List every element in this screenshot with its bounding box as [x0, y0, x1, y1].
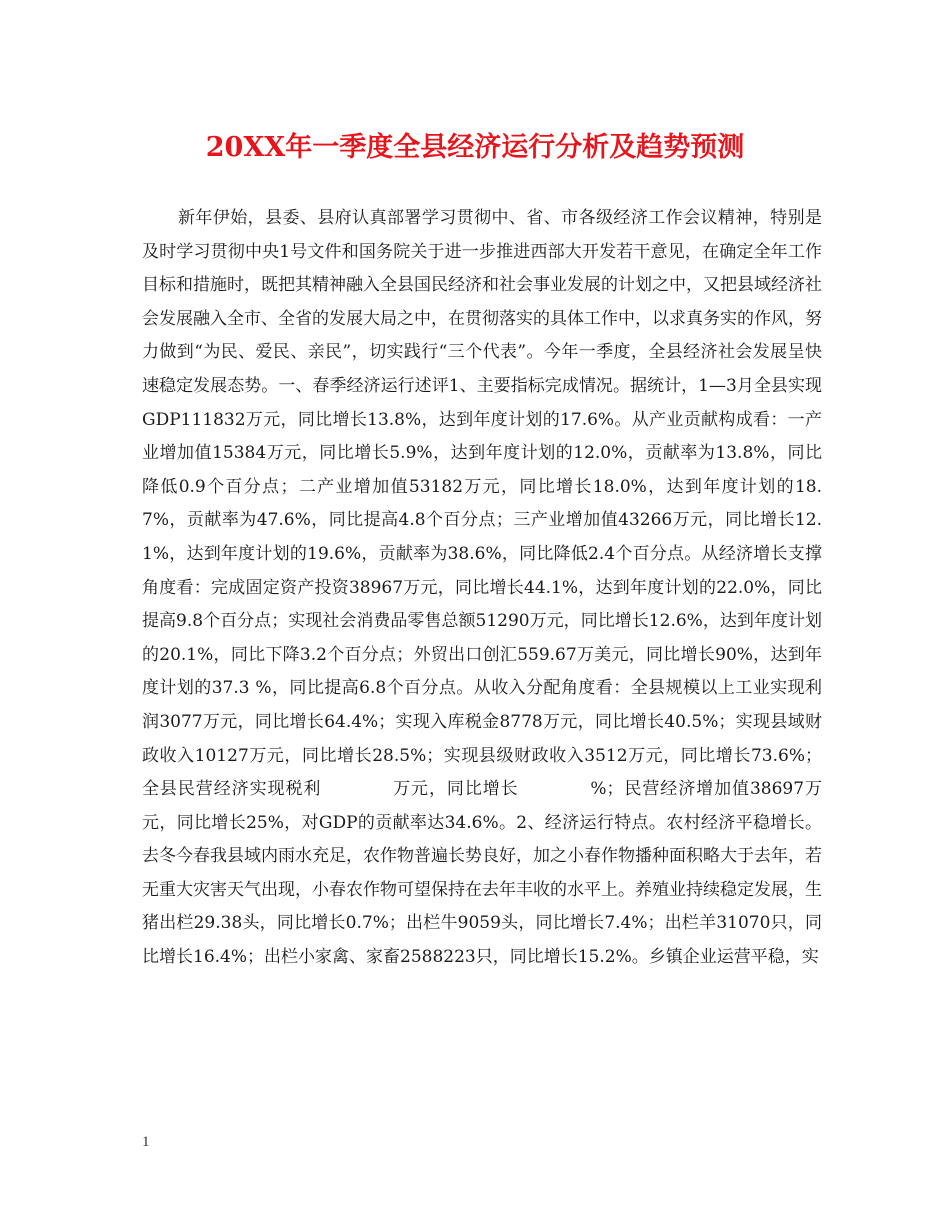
body-paragraph: 新年伊始，县委、县府认真部署学习贯彻中、省、市各级经济工作会议精神，特别是及时学习贯彻中央1号文件和国务院关于进一步推进西部大开发若干意见，在确定全年工作目标和措施时，既把其精神融入全县国民经济和社会事业发展的计划之中，又把县域经济社会发展融入全市、全省的发展大局之中，在贯彻落实的具体工作中，以求真务实的作风，努力做到“为民、爱民、亲民”，切实践行“三个代表”。今年一季度，全县经济社会发展呈快速稳定发展态势。一、春季经济运行述评1、主要指标完成情况。据统计，1—3月全县实现GDP111832万元，同比增长13.8%，达到年度计划的17.6%。从产业贡献构成看：一产业增加值15384万元，同比增长5.9%，达到年度计划的12.0%，贡献率为13.8%，同比降低0.9个百分点；二产业增加值53182万元，同比增长18.0%，达到年度计划的18.7%，贡献率为47.6%，同比提高4.8个百分点；三产业增加值43266万元，同比增长12.1%，达到年度计划的19.6%，贡献率为38.6%，同比降低2.4个百分点。从经济增长支撑角度看：完成固定资产投资38967万元，同比增长44.1%，达到年度计划的22.0%，同比提高9.8个百分点；实现社会消费品零售总额51290万元，同比增长12.6%，达到年度计划的20.1%，同比下降3.2个百分点；外贸出口创汇559.67万美元，同比增长90%，达到年度计划的37.3 %，同比提高6.8个百分点。从收入分配角度看：全县规模以上工业实现利润3077万元，同比增长64.4%；实现入库税金8778万元，同比增长40.5%；实现县域财政收入10127万元，同比增长28.5%；实现县级财政收入3512万元，同比增长73.6%；全县民营经济实现税利 万元，同比增长 %；民营经济增加值38697万元，同比增长25%，对GDP的贡献率达34.6%。2、经济运行特点。农村经济平稳增长。去冬今春我县域内雨水充足，农作物普遍长势良好，加之小春作物播种面积略大于去年，若无重大灾害天气出现，小春农作物可望保持在去年丰收的水平上。养殖业持续稳定发展，生猪出栏29.38头，同比增长0.7%；出栏牛9059头，同比增长7.4%；出栏羊31070只，同比增长16.4%；出栏小家禽、家畜2588223只，同比增长15.2%。乡镇企业运营平稳，实 [142, 208, 822, 968]
page-number: 1 [142, 1134, 150, 1150]
document-title: 20XX年一季度全县经济运行分析及趋势预测 [205, 132, 745, 163]
